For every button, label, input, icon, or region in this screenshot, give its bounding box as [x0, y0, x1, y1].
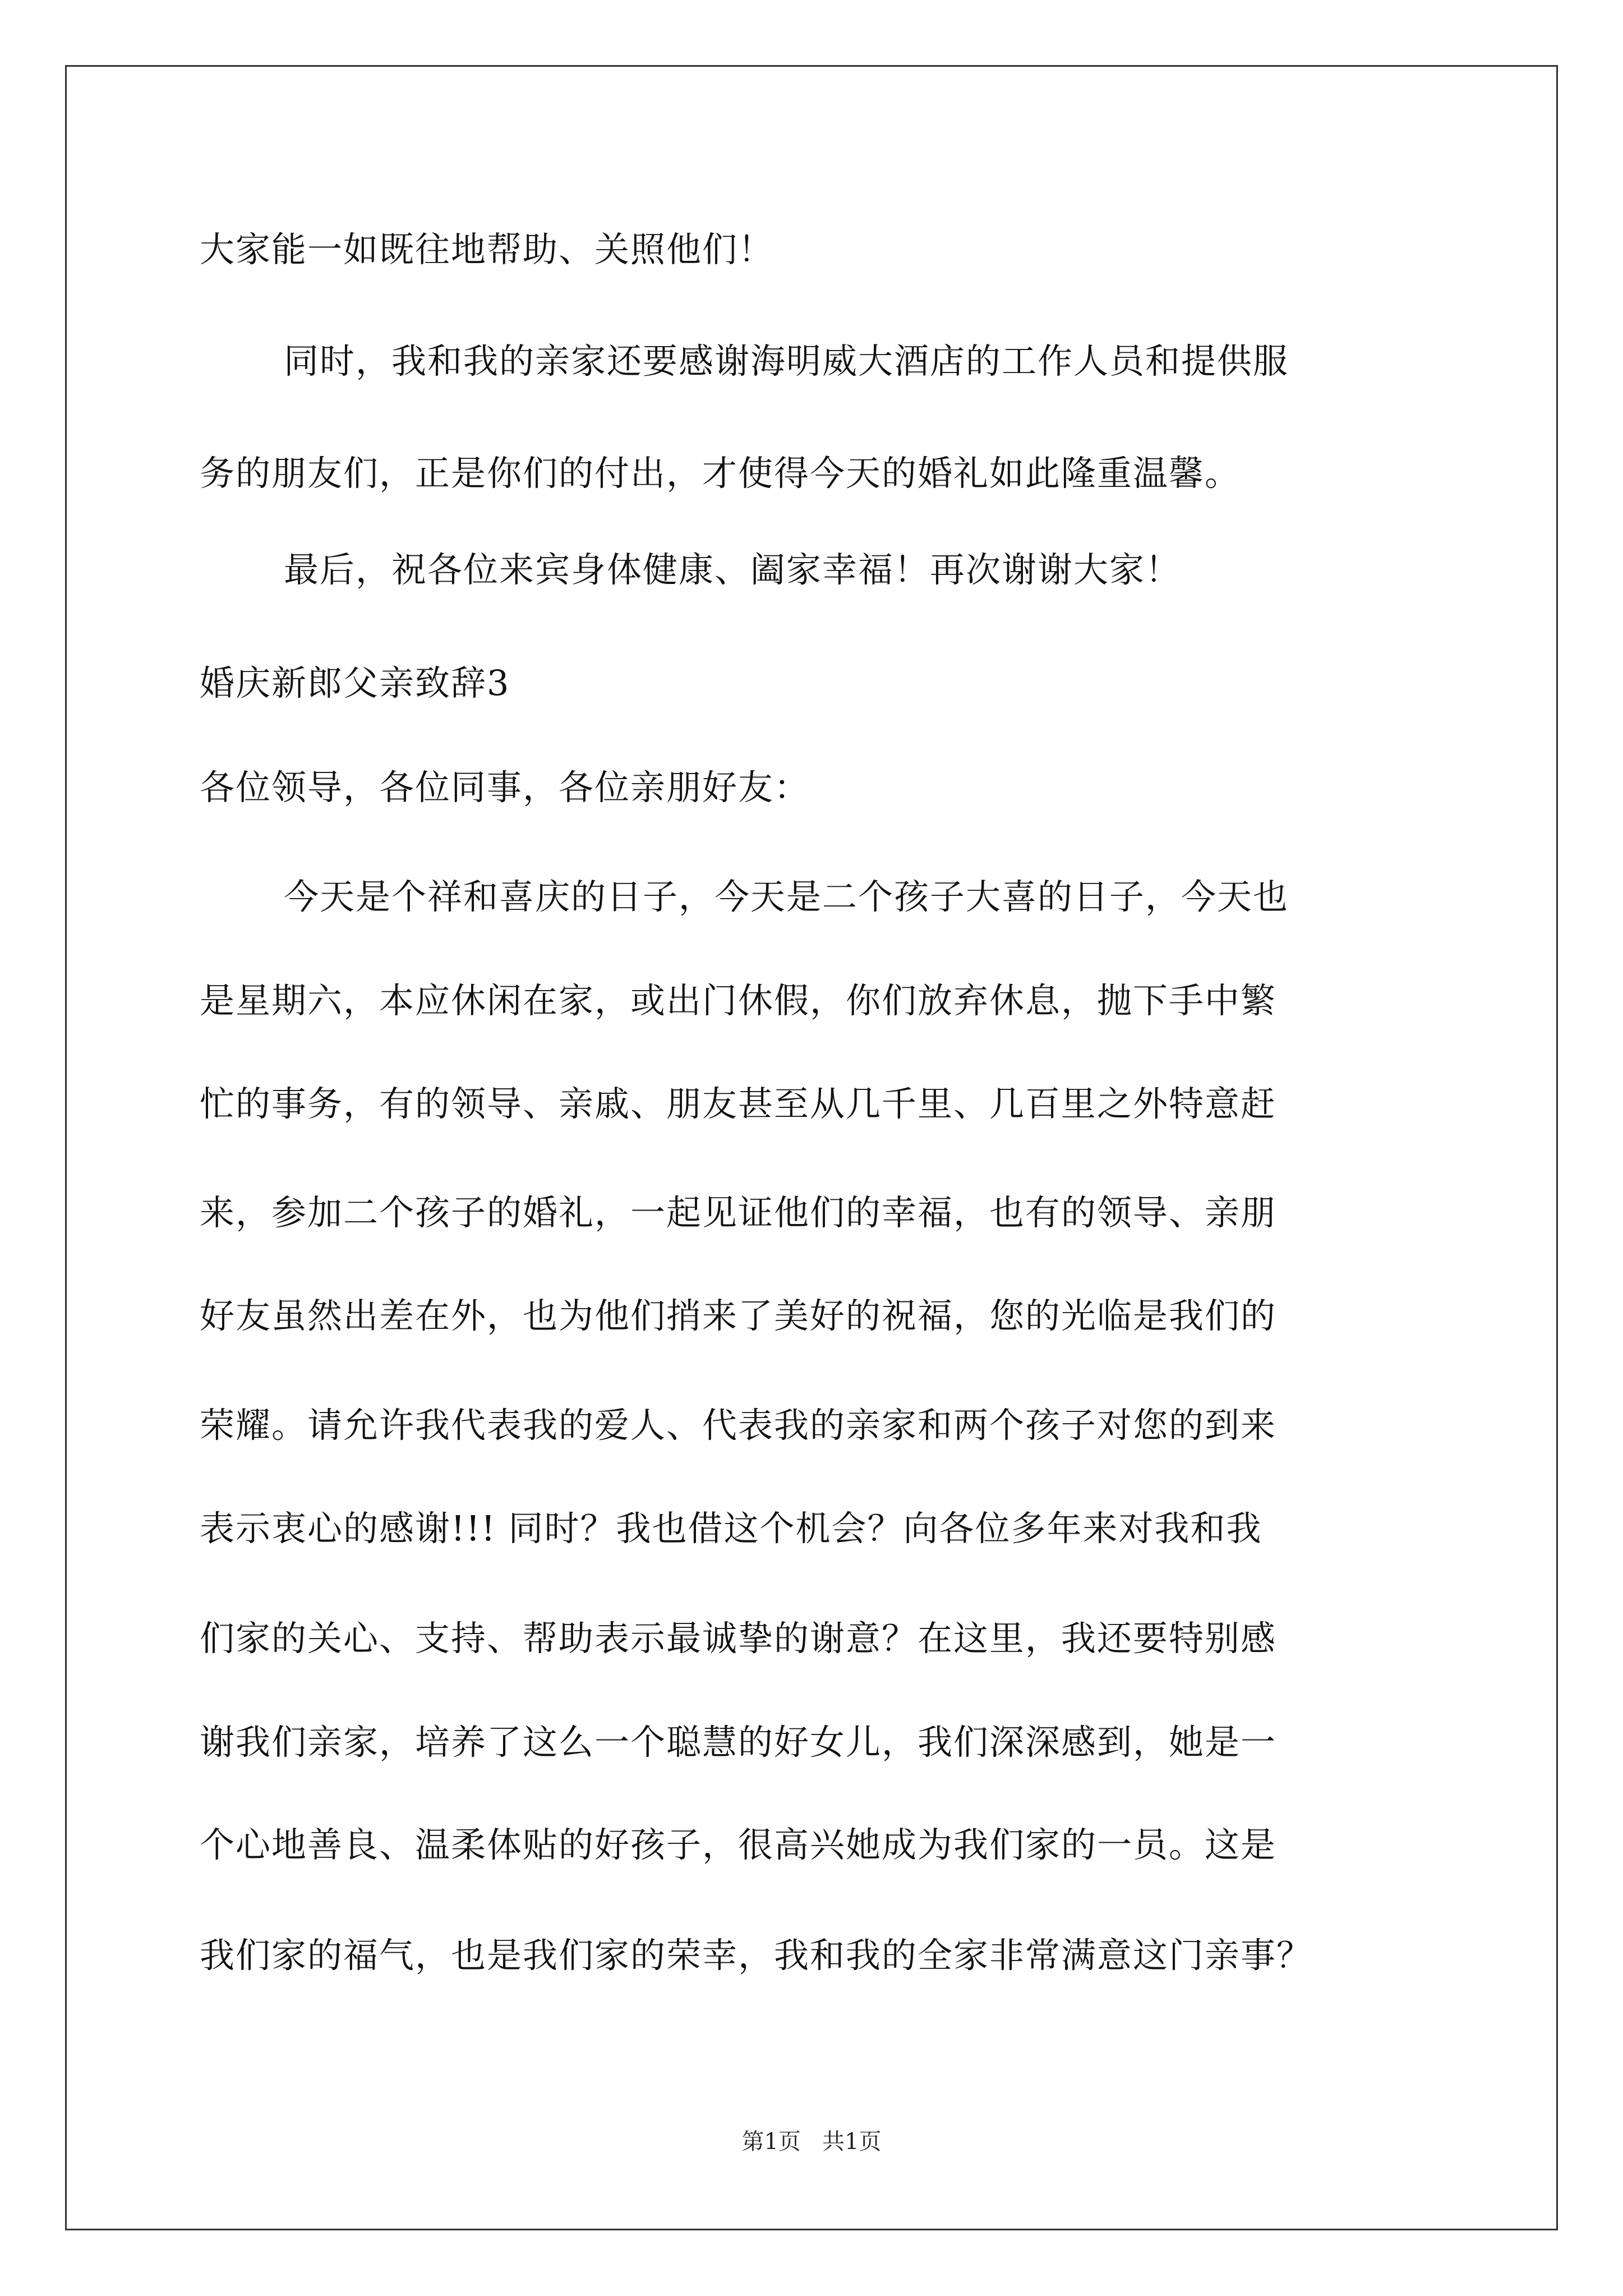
- salutation-line: 各位领导，各位同事，各位亲朋好友：: [200, 767, 810, 808]
- section-heading: 婚庆新郎父亲致辞3: [200, 662, 510, 703]
- paragraph-line: 好友虽然出差在外，也为他们捎来了美好的祝福，您的光临是我们的: [200, 1295, 1277, 1336]
- paragraph-line: 表示衷心的感谢!!! 同时？我也借这个机会？向各位多年来对我和我: [200, 1508, 1262, 1549]
- paragraph-line: 来，参加二个孩子的婚礼，一起见证他们的幸福，也有的领导、亲朋: [200, 1192, 1277, 1233]
- paragraph-line: 我们家的福气，也是我们家的荣幸，我和我的全家非常满意这门亲事？: [200, 1935, 1313, 1976]
- page-footer: 第1页 共1页: [741, 2129, 882, 2155]
- paragraph-line: 忙的事务，有的领导、亲戚、朋友甚至从几千里、几百里之外特意赶: [200, 1083, 1277, 1124]
- paragraph-line: 今天是个祥和喜庆的日子，今天是二个孩子大喜的日子，今天也: [284, 876, 1289, 917]
- paragraph-line: 谢我们亲家，培养了这么一个聪慧的好女儿，我们深深感到，她是一: [200, 1722, 1277, 1763]
- paragraph-line: 同时，我和我的亲家还要感谢海明威大酒店的工作人员和提供服: [284, 341, 1289, 381]
- paragraph-line: 荣耀。请允许我代表我的爱人、代表我的亲家和两个孩子对您的到来: [200, 1405, 1277, 1446]
- paragraph-line: 们家的关心、支持、帮助表示最诚挚的谢意？在这里，我还要特别感: [200, 1618, 1277, 1659]
- paragraph-line: 是星期六，本应休闲在家，或出门休假，你们放弃休息，抛下手中繁: [200, 980, 1277, 1021]
- paragraph-line: 大家能一如既往地帮助、关照他们！: [200, 229, 774, 270]
- paragraph-line: 务的朋友们，正是你们的付出，才使得今天的婚礼如此隆重温馨。: [200, 453, 1241, 494]
- page-border: [65, 65, 1558, 2230]
- paragraph-line: 最后，祝各位来宾身体健康、阖家幸福！再次谢谢大家！: [284, 549, 1182, 590]
- paragraph-line: 个心地善良、温柔体贴的好孩子，很高兴她成为我们家的一员。这是: [200, 1824, 1277, 1865]
